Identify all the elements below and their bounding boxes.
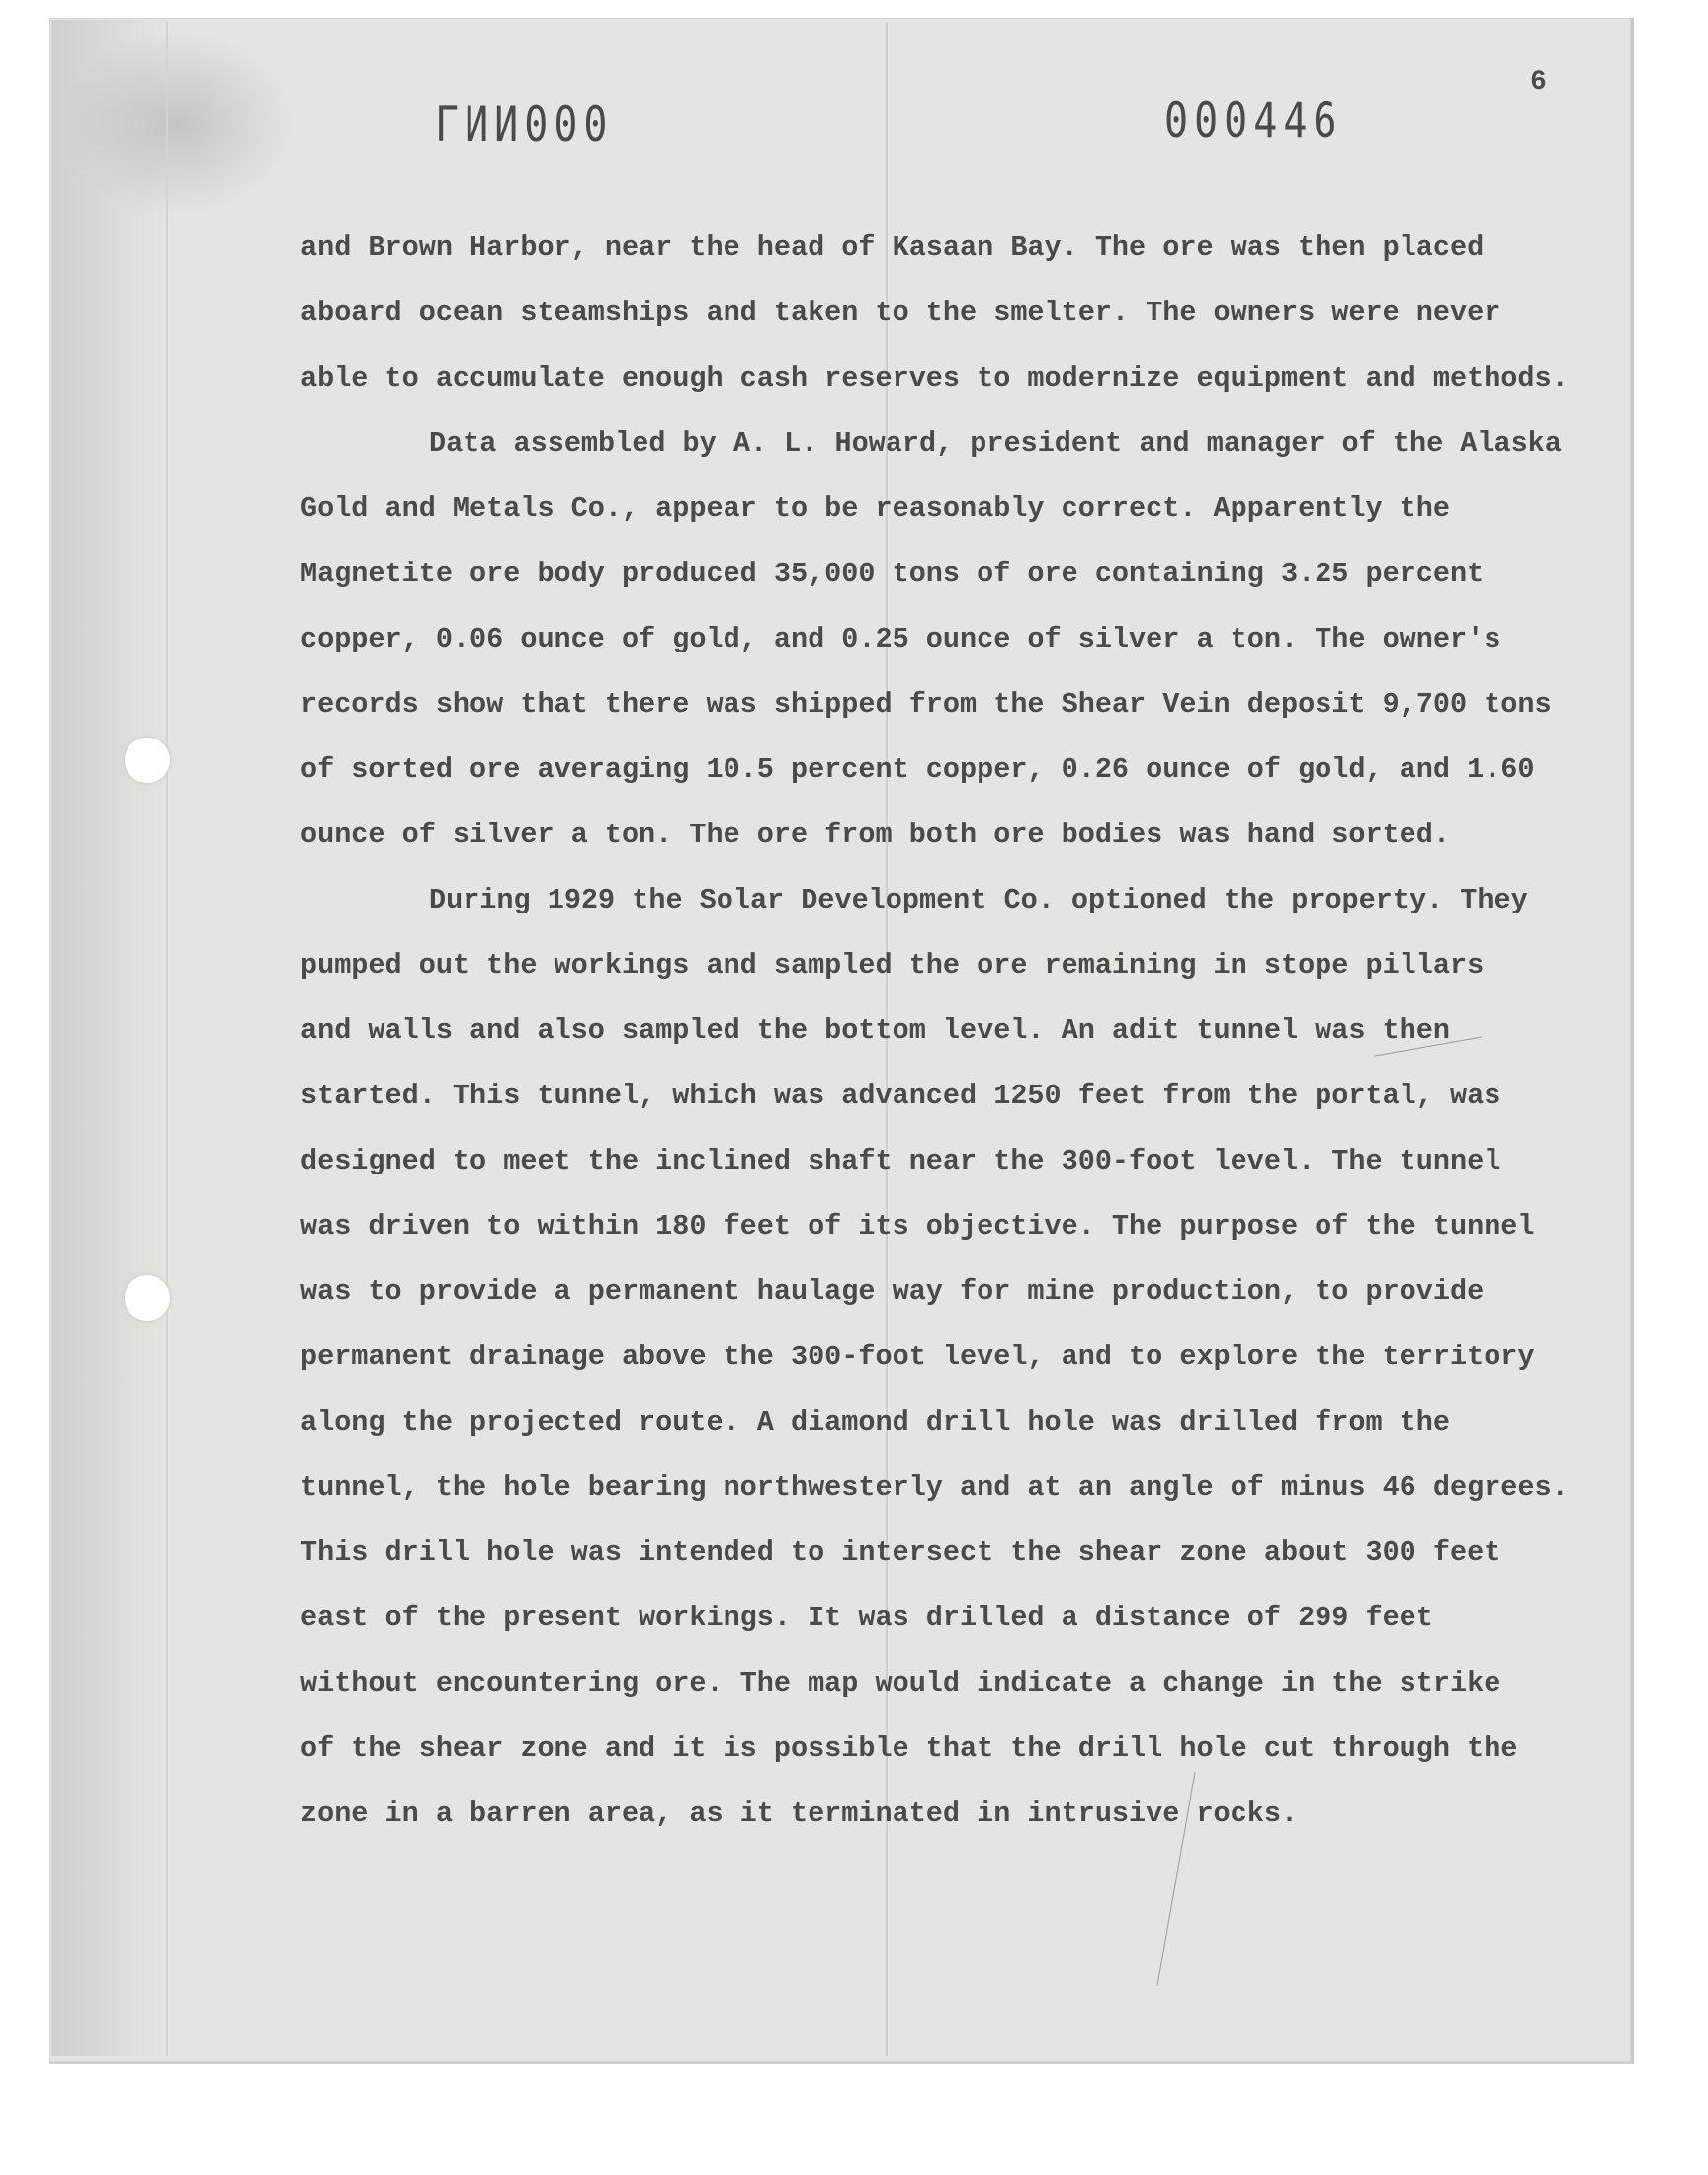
text-line: of the shear zone and it is possible that the drill hole cut through the (300, 1732, 1518, 1765)
text-line: copper, 0.06 ounce of gold, and 0.25 ounce of silver a ton. The owner's (300, 623, 1501, 655)
scan-smudge (59, 30, 297, 218)
page-number: 6 (1530, 67, 1547, 98)
text-line: During 1929 the Solar Development Co. optioned the property. They (429, 884, 1528, 916)
margin-line (166, 22, 168, 2056)
text-line: started. This tunnel, which was advanced 1250 feet from the portal, was (300, 1080, 1501, 1112)
text-line: was driven to within 180 feet of its objective. The purpose of the tunnel (300, 1210, 1535, 1243)
document-body (300, 216, 1569, 1847)
text-line: Gold and Metals Co., appear to be reasonably correct. Apparently the (300, 492, 1450, 525)
punch-hole-bottom (125, 1275, 170, 1321)
text-line: and walls and also sampled the bottom level. An adit tunnel was then (300, 1014, 1450, 1047)
page-shadow (51, 20, 170, 2056)
text-line: along the projected route. A diamond drill hole was drilled from the (300, 1406, 1450, 1438)
text-line: pumped out the workings and sampled the ore remaining in stope pillars (300, 949, 1485, 982)
text-line: Data assembled by A. L. Howard, president and manager of the Alaska (429, 427, 1562, 460)
text-line: east of the present workings. It was drilled a distance of 299 feet (300, 1602, 1433, 1634)
text-line: able to accumulate enough cash reserves to modernize equipment and methods. (300, 362, 1569, 394)
text-line: Magnetite ore body produced 35,000 tons of ore containing 3.25 percent (300, 558, 1485, 590)
punch-hole-top (125, 738, 170, 783)
paragraph-2 (300, 411, 1566, 868)
text-line: records show that there was shipped from the Shear Vein deposit 9,700 tons (300, 688, 1552, 721)
right-stamp: 000446 (1164, 93, 1343, 150)
text-line: without encountering ore. The map would indicate a change in the strike (300, 1667, 1501, 1699)
text-line: permanent drainage above the 300-foot level, and to explore the territory (300, 1341, 1535, 1373)
text-line: zone in a barren area, as it terminated in intrusive rocks. (300, 1797, 1299, 1830)
text-line: This drill hole was intended to intersect the shear zone about 300 feet (300, 1536, 1501, 1569)
text-line: aboard ocean steamships and taken to the smelter. The owners were never (300, 297, 1501, 329)
paragraph-1 (300, 216, 1569, 411)
paragraph-3 (300, 868, 1569, 1847)
text-line: tunnel, the hole bearing northwesterly and at an angle of minus 46 degrees. (300, 1471, 1569, 1504)
text-line: was to provide a permanent haulage way for mine production, to provide (300, 1275, 1485, 1308)
text-line: of sorted ore averaging 10.5 percent copper, 0.26 ounce of gold, and 1.60 (300, 753, 1535, 786)
text-line: ounce of silver a ton. The ore from both ore bodies was hand sorted. (300, 819, 1450, 851)
left-stamp: ГИИ000 (435, 97, 614, 154)
text-line: and Brown Harbor, near the head of Kasaan Bay. The ore was then placed (300, 231, 1485, 264)
text-line: designed to meet the inclined shaft near the 300-foot level. The tunnel (300, 1145, 1501, 1177)
